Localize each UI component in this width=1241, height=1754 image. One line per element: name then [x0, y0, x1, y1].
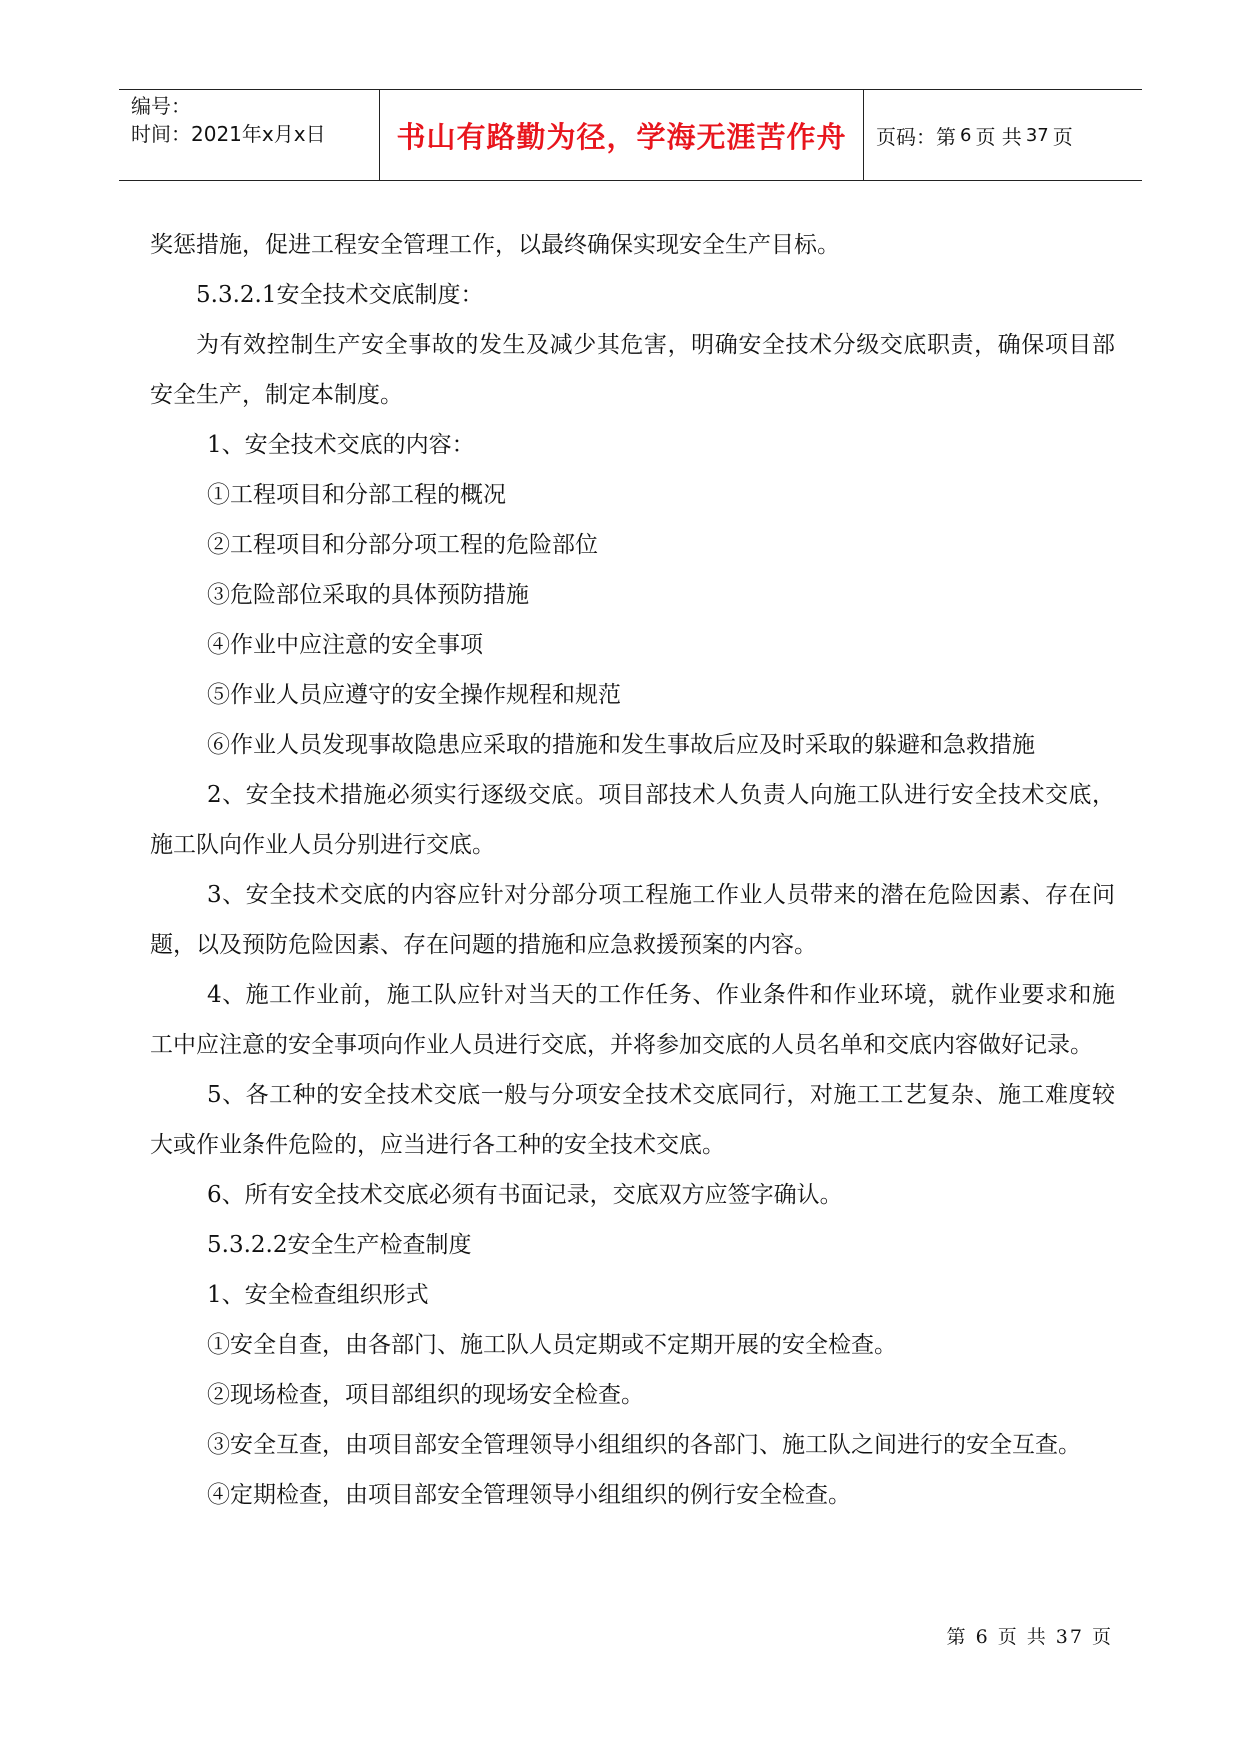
paragraph: 4、施工作业前，施工队应针对当天的工作任务、作业条件和作业环境，就作业要求和施工中应注意的安全事项向作业人员进行交底，并将参加交底的人员名单和交底内容做好记录。	[150, 982, 1115, 1058]
header-page-info	[864, 90, 1142, 180]
list-item: ③安全互查，由项目部安全管理领导小组组织的各部门、施工队之间进行的安全互查。	[207, 1432, 1081, 1458]
paragraph: 3、安全技术交底的内容应针对分部分项工程施工作业人员带来的潜在危险因素、存在问题，以及预防危险因素、存在问题的措施和应急救援预案的内容。	[150, 882, 1115, 958]
time-label: 时间：2021年x月x日	[131, 122, 326, 146]
section-heading: 5.3.2.2安全生产检查制度	[207, 1232, 472, 1258]
list-heading: 1、安全检查组织形式	[207, 1282, 429, 1308]
list-item: ①工程项目和分部工程的概况	[207, 482, 506, 508]
paragraph: 为有效控制生产安全事故的发生及减少其危害，明确安全技术分级交底职责，确保项目部安全生产，制定本制度。	[150, 332, 1115, 408]
list-item: ④定期检查，由项目部安全管理领导小组组织的例行安全检查。	[207, 1482, 851, 1508]
list-heading: 1、安全技术交底的内容：	[207, 432, 475, 458]
paragraph: 2、安全技术措施必须实行逐级交底。项目部技术人负责人向施工队进行安全技术交底，施工队向作业人员分别进行交底。	[150, 782, 1115, 858]
list-item: ③危险部位采取的具体预防措施	[207, 582, 529, 608]
page-prefix: 页码：第	[876, 124, 956, 149]
paragraph: 5、各工种的安全技术交底一般与分项安全技术交底同行，对施工工艺复杂、施工难度较大或作业条件危险的，应当进行各工种的安全技术交底。	[150, 1082, 1115, 1158]
page-number: 6	[960, 124, 972, 146]
document-body	[150, 220, 1115, 1520]
page-suffix: 页	[1052, 124, 1073, 149]
page-footer: 第 6 页 共 37 页	[946, 1626, 1113, 1648]
page-total: 37	[1025, 124, 1049, 146]
serial-label: 编号：	[131, 94, 191, 118]
header-motto: 书山有路勤为径，学海无涯苦作舟	[379, 90, 864, 180]
paragraph: 奖惩措施，促进工程安全管理工作，以最终确保实现安全生产目标。	[150, 232, 840, 258]
list-item: ②现场检查，项目部组织的现场安全检查。	[207, 1382, 644, 1408]
list-item: ⑥作业人员发现事故隐患应采取的措施和发生事故后应及时采取的躲避和急救措施	[207, 732, 1035, 758]
list-item: ①安全自查，由各部门、施工队人员定期或不定期开展的安全检查。	[207, 1332, 897, 1358]
list-item: ④作业中应注意的安全事项	[207, 632, 483, 658]
list-item: ②工程项目和分部分项工程的危险部位	[207, 532, 598, 558]
page-mid: 页 共	[975, 124, 1022, 149]
list-item: ⑤作业人员应遵守的安全操作规程和规范	[207, 682, 621, 708]
paragraph: 6、所有安全技术交底必须有书面记录，交底双方应签字确认。	[207, 1182, 843, 1208]
header-table	[119, 89, 1142, 181]
section-heading: 5.3.2.1安全技术交底制度：	[196, 282, 484, 308]
header-meta	[119, 90, 379, 180]
